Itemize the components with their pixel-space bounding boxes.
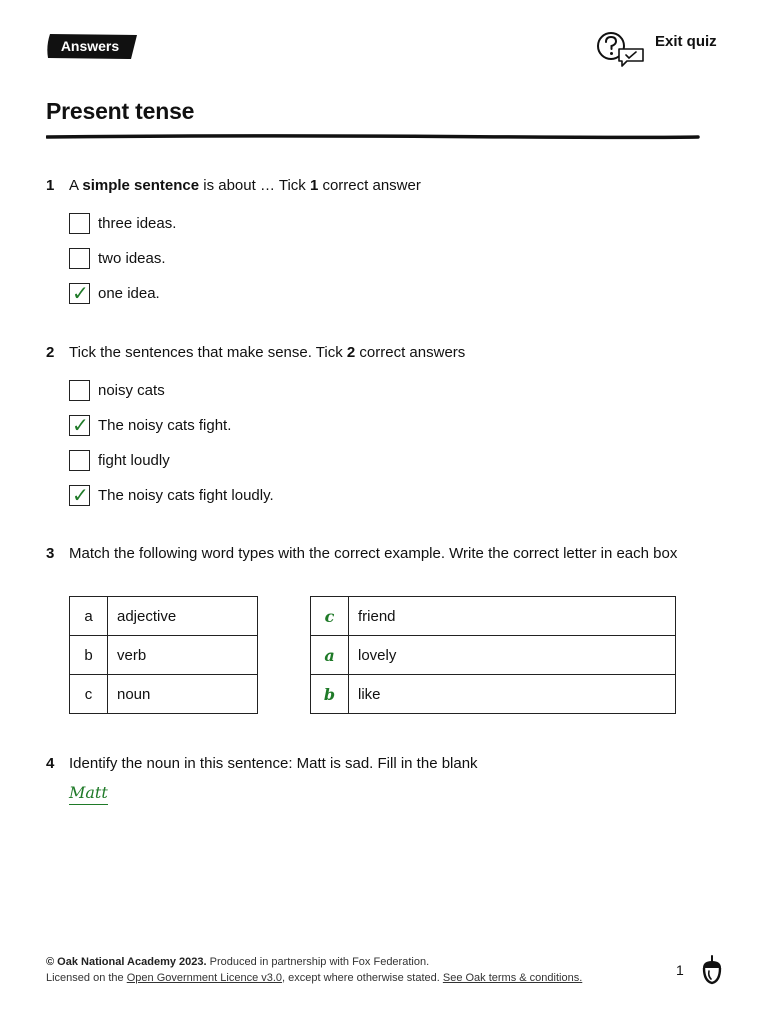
question-1-option-2[interactable] [69,246,166,270]
table-value: noun [108,675,258,714]
footer-licensed-pre: Licensed on the [46,972,127,984]
check-icon: ✓ [72,482,89,507]
footer-copyright: © Oak National Academy 2023. [46,956,207,968]
question-2-text-post: correct answers [355,344,466,361]
question-1-text-post: correct answer [318,177,421,194]
question-1-text-mid: is about … Tick [199,177,310,194]
licence-link[interactable]: Open Government Licence v3.0 [126,972,283,984]
table-value: adjective [108,597,258,636]
question-speech-icon [595,29,647,69]
question-1-text [69,176,421,196]
example-table [310,596,676,714]
checkbox-checked[interactable] [69,412,90,437]
footer-line-1 [46,954,582,970]
question-2-option-3[interactable] [69,448,170,472]
option-label: noisy cats [98,381,165,399]
question-2-text-pre: Tick the sentences that make sense. Tick [69,344,347,361]
table-value: lovely [349,636,676,675]
footer-licensed-mid: , except where otherwise stated. [282,972,443,984]
question-2-number: 2 [46,344,55,361]
footer-line-2 [46,970,582,986]
table-key: b [70,636,108,675]
question-1-option-3[interactable] [69,281,160,305]
footer-produced: Produced in partnership with Fox Federation. [206,956,430,968]
option-label: three ideas. [98,214,177,232]
question-1-number: 1 [46,177,55,194]
terms-link[interactable]: See Oak terms & conditions. [442,972,583,984]
exit-quiz-label: Exit quiz [655,33,717,50]
option-label: fight loudly [98,451,170,469]
badge-label: Answers [60,38,120,54]
table-row [311,636,676,675]
question-1-option-1[interactable] [69,211,176,235]
table-row [311,597,676,636]
checkbox[interactable] [69,248,90,269]
checkbox[interactable] [69,450,90,471]
title-underline [46,133,700,141]
answer-blank[interactable]: Matt [69,782,108,805]
question-1-count: 1 [309,177,319,194]
answer-box[interactable]: a [311,636,349,675]
table-row [70,636,258,675]
table-row [70,597,258,636]
footer [46,954,582,986]
answer-box[interactable]: b [311,675,349,714]
option-label: The noisy cats fight. [98,416,232,434]
table-row [70,675,258,714]
question-3-number: 3 [46,545,55,562]
check-icon: ✓ [72,280,89,305]
page-number: 1 [676,962,684,978]
table-value: verb [108,636,258,675]
option-label: two ideas. [98,249,166,267]
option-label: The noisy cats fight loudly. [98,486,274,504]
oak-acorn-icon [699,954,725,986]
check-icon: ✓ [72,412,89,437]
question-4-number: 4 [46,755,55,772]
question-2-option-1[interactable] [69,378,165,402]
question-1-text-pre: A [69,177,83,194]
table-value: like [349,675,676,714]
checkbox-checked[interactable] [69,280,90,305]
answer-box[interactable]: c [311,597,349,636]
word-type-table [69,596,258,714]
table-value: friend [349,597,676,636]
question-2-text [69,343,465,363]
table-key: c [70,675,108,714]
question-2-option-2[interactable] [69,413,231,437]
question-1-text-bold: simple sentence [82,177,200,194]
checkbox-checked[interactable] [69,482,90,507]
answers-badge [46,33,138,60]
question-3-text: Match the following word types with the correct example. Write the correct letter in each box [69,545,678,562]
question-4-text: Identify the noun in this sentence: Matt is sad. Fill in the blank [69,755,478,772]
question-2-count: 2 [346,344,356,361]
checkbox[interactable] [69,380,90,401]
option-label: one idea. [98,284,160,302]
table-key: a [70,597,108,636]
question-2-option-4[interactable] [69,483,274,507]
table-row [311,675,676,714]
page-title: Present tense [46,98,195,124]
checkbox[interactable] [69,213,90,234]
